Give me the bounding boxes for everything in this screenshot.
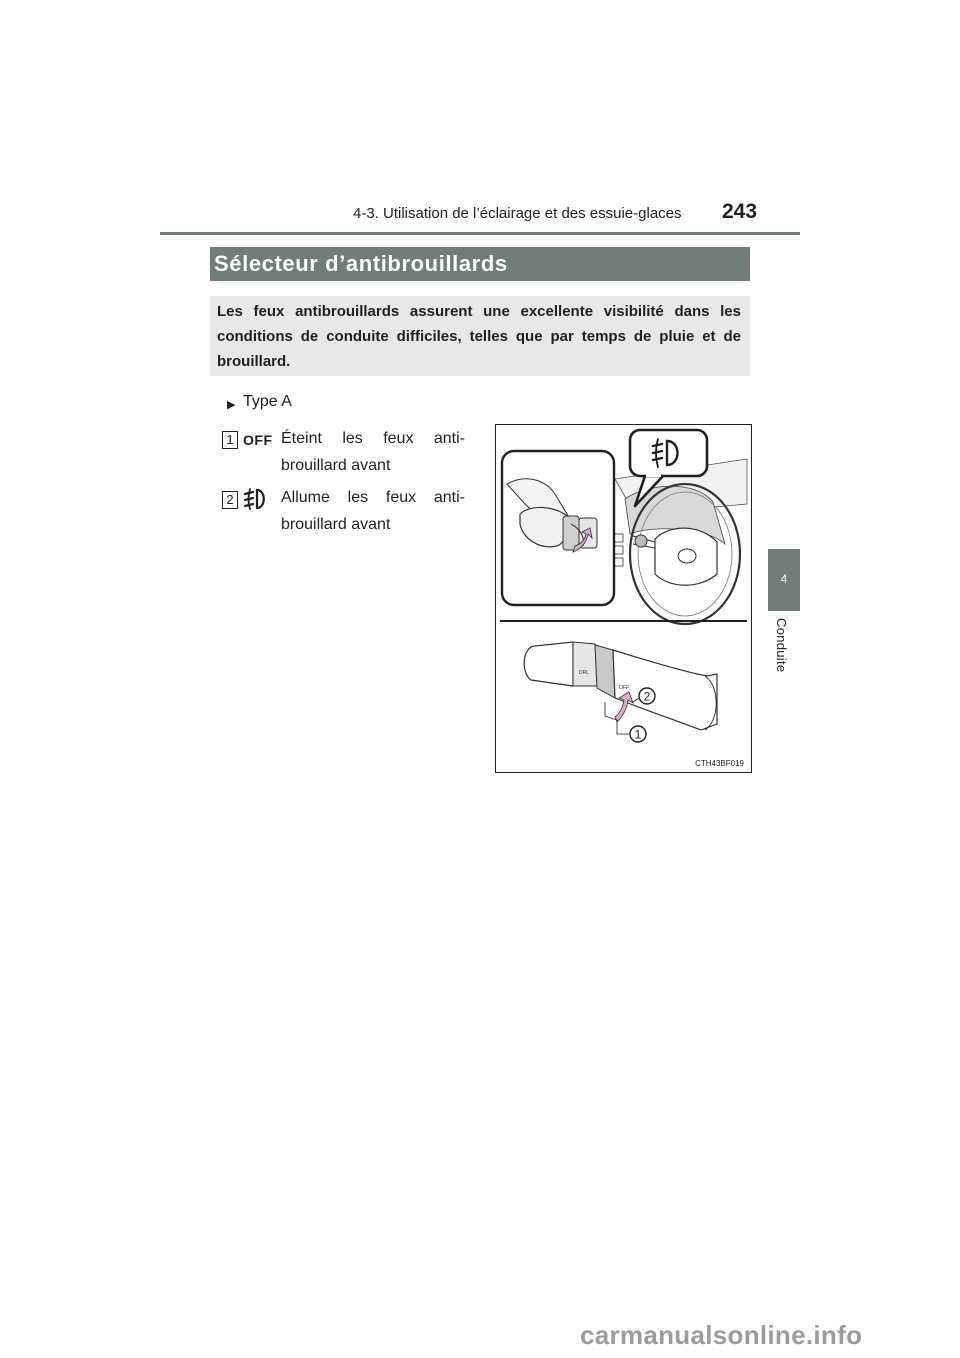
drl-label: DRL (579, 670, 590, 676)
callout-2: 2 (643, 689, 651, 704)
item-description-2: Allume les feux anti-brouillard avant (281, 489, 465, 533)
type-label: Type A (243, 393, 292, 410)
front-fog-light-icon (242, 485, 270, 518)
header-section-title: 4-3. Utilisation de l’éclairage et des essuie-glaces (353, 205, 682, 222)
callout-1: 1 (634, 727, 642, 742)
item-number-1: 1 (222, 431, 238, 449)
type-arrow-icon: ▶ (227, 399, 236, 411)
page-number: 243 (722, 200, 758, 223)
intro-text: Les feux antibrouillards assurent une excellente visibilité dans les conditions de conduite difficiles, telles que par temps de pluie et de brouillard. (217, 303, 741, 370)
header-rule (160, 232, 800, 235)
item-description-1: Éteint les feux anti-brouillard avant (281, 430, 465, 474)
section-title: Sélecteur d’antibrouillards (214, 251, 508, 276)
watermark: carmanualsonline.info (580, 1320, 863, 1350)
off-label: OFF (619, 685, 629, 691)
fog-light-switch-illustration (495, 424, 752, 773)
item-number-2: 2 (222, 491, 238, 509)
chapter-label: Conduite (774, 618, 789, 673)
off-icon: OFF (243, 432, 273, 448)
chapter-number: 4 (780, 572, 788, 586)
illustration-code: CTH43BF019 (695, 759, 744, 768)
